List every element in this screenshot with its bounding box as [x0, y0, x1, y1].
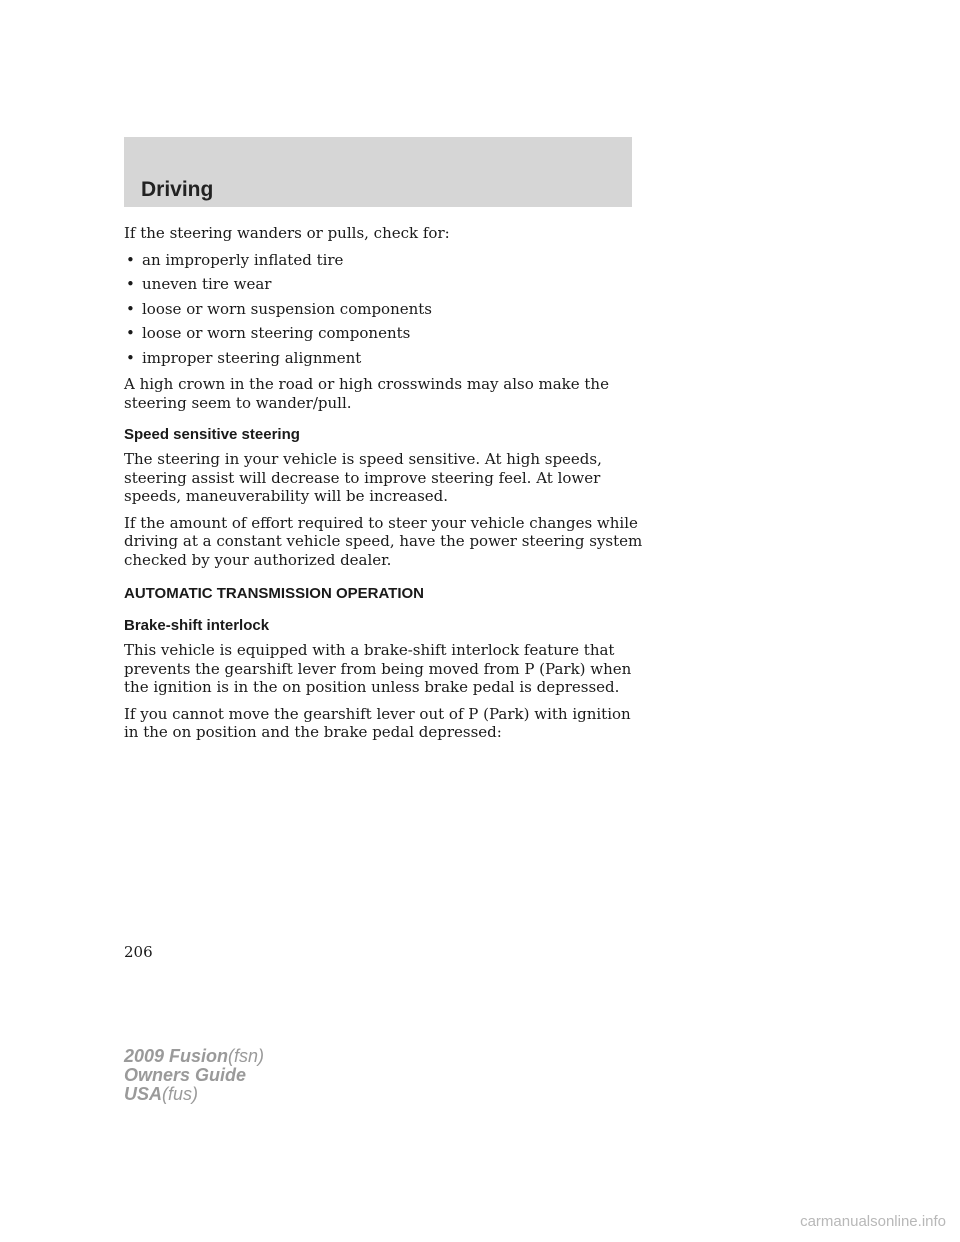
interlock-paragraph-2: If you cannot move the gearshift lever out of P (Park) with ignition in the on position and the brake pedal depressed: — [124, 704, 631, 741]
footer-line-model: 2009 Fusion(fsn) — [124, 1046, 265, 1066]
list-item: • an improperly inflated tire — [126, 250, 344, 269]
speed-steering-paragraph-2: If the amount of effort required to steer your vehicle changes while driving at a constant vehicle speed, have the power steering system checked by your authorized dealer. — [124, 513, 643, 569]
list-item: • loose or worn steering components — [126, 324, 411, 342]
page-content — [124, 224, 644, 750]
transmission-heading: AUTOMATIC TRANSMISSION OPERATION — [124, 585, 424, 602]
bullet-icon: • — [126, 348, 135, 367]
speed-steering-heading: Speed sensitive steering — [124, 426, 300, 443]
crown-paragraph: A high crown in the road or high crosswinds may also make the steering seem to wander/pull. — [124, 375, 609, 412]
speed-steering-paragraph-1: The steering in your vehicle is speed sensitive. At high speeds, steering assist will decrease to improve steering feel. At lower speeds, maneuverability will be increased. — [124, 450, 602, 505]
bullet-icon: • — [126, 324, 135, 342]
section-title: Driving — [141, 178, 214, 201]
steering-intro: If the steering wanders or pulls, check for: — [124, 224, 450, 242]
bullet-icon: • — [126, 275, 135, 293]
interlock-heading: Brake-shift interlock — [124, 617, 270, 634]
footer-line-market: USA(fus) — [124, 1084, 199, 1104]
interlock-paragraph-1: This vehicle is equipped with a brake-shift interlock feature that prevents the gearshift lever from being moved from P (Park) when the ignition is in the on position unless brake pedal is depressed. — [124, 641, 632, 696]
section-header-band — [124, 137, 632, 207]
list-item: • improper steering alignment — [126, 348, 362, 367]
watermark: carmanualsonline.info — [800, 1213, 946, 1230]
bullet-icon: • — [126, 250, 135, 269]
steering-checklist — [124, 251, 644, 368]
list-item: • uneven tire wear — [126, 275, 272, 293]
list-item: • loose or worn suspension components — [126, 299, 433, 318]
footer-line-guide: Owners Guide — [124, 1065, 247, 1085]
page-number: 206 — [124, 943, 153, 961]
bullet-icon: • — [126, 299, 135, 318]
document-footer — [124, 1047, 264, 1104]
